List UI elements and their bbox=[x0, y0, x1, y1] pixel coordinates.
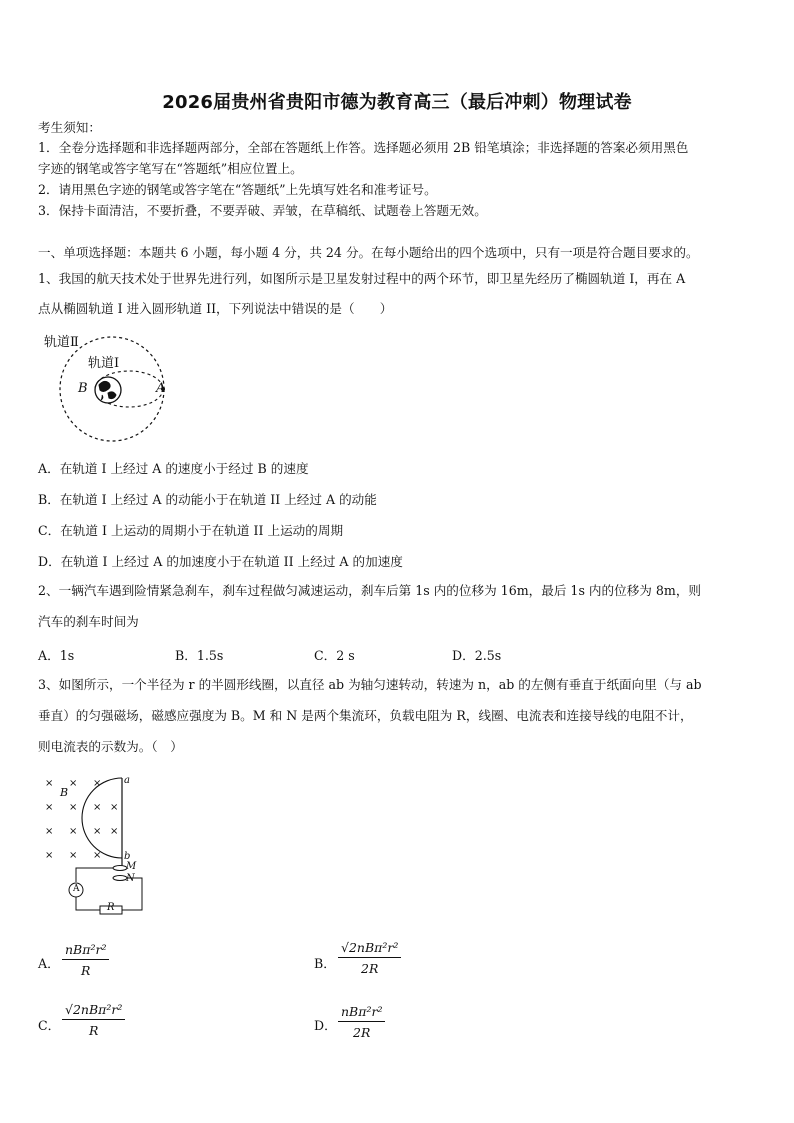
option-b-fraction bbox=[338, 940, 401, 976]
ring-n bbox=[113, 876, 127, 881]
svg-text:×: × bbox=[93, 826, 102, 837]
orbit1-label: 轨道Ⅰ bbox=[88, 356, 120, 371]
wire bbox=[76, 868, 113, 882]
question-text: 垂直）的匀强磁场，磁感应强度为 B。M 和 N 是两个集流环，负载电阻为 R，线圈、电流表和连接导线的电阻不计， bbox=[38, 708, 693, 723]
svg-text:×: × bbox=[69, 778, 78, 789]
numerator: √2nBπ²r² bbox=[338, 940, 401, 958]
option-b[interactable]: B．1.5s bbox=[175, 648, 224, 663]
numerator: √2nBπ²r² bbox=[62, 1002, 125, 1020]
option-a[interactable]: A． bbox=[38, 956, 60, 971]
option-c[interactable]: C． bbox=[38, 1018, 61, 1033]
option-b[interactable]: B．在轨道 I 上经过 A 的动能小于在轨道 II 上经过 A 的动能 bbox=[38, 492, 377, 507]
point-a-label: A bbox=[156, 381, 166, 396]
ring-m-label: M bbox=[126, 861, 137, 872]
question-text: 3、如图所示，一个半径为 r 的半圆形线圈，以直径 ab 为轴匀速转动，转速为 n，ab 的左侧有垂直于纸面向里（与 ab bbox=[38, 677, 702, 692]
field-b-label: B bbox=[60, 786, 69, 799]
denominator: 2R bbox=[361, 961, 379, 976]
ring-n-label: N bbox=[126, 873, 135, 884]
option-a-fraction bbox=[62, 942, 109, 978]
denominator: 2R bbox=[353, 1025, 371, 1040]
wire bbox=[76, 897, 100, 910]
page-title: 2026届贵州省贵阳市德为教育高三（最后冲刺）物理试卷 bbox=[162, 92, 632, 113]
notice-line: 3．保持卡面清洁，不要折叠，不要弄破、弄皱，在草稿纸、试题卷上答题无效。 bbox=[38, 203, 487, 218]
option-a[interactable]: A．1s bbox=[38, 648, 75, 663]
denominator: R bbox=[81, 963, 91, 978]
svg-text:×: × bbox=[45, 802, 54, 813]
svg-text:×: × bbox=[45, 826, 54, 837]
question-text: 1、我国的航天技术处于世界先进行列，如图所示是卫星发射过程中的两个环节，即卫星先经历了椭圆轨道 I，再在 A bbox=[38, 271, 686, 286]
svg-text:×: × bbox=[110, 826, 119, 837]
numerator: nBπ²r² bbox=[62, 942, 109, 960]
question-text: 点从椭圆轨道 I 进入圆形轨道 II，下列说法中错误的是（ ） bbox=[38, 301, 393, 316]
option-b[interactable]: B． bbox=[314, 956, 336, 971]
notice-line: 2．请用黑色字迹的钢笔或答字笔在“答题纸”上先填写姓名和准考证号。 bbox=[38, 182, 437, 197]
notice-line: 1．全卷分选择题和非选择题两部分，全部在答题纸上作答。选择题必须用 2B 铅笔填涂；非选择题的答案必须用黑色 bbox=[38, 140, 689, 155]
svg-text:×: × bbox=[69, 826, 78, 837]
svg-text:×: × bbox=[93, 778, 102, 789]
svg-text:×: × bbox=[110, 802, 119, 813]
resistor-label: R bbox=[107, 902, 115, 913]
ring-m bbox=[113, 866, 127, 871]
section-heading: 一、单项选择题：本题共 6 小题，每小题 4 分，共 24 分。在每小题给出的四个选项中，只有一项是符合题目要求的。 bbox=[38, 245, 699, 260]
svg-text:×: × bbox=[69, 850, 78, 861]
option-d-fraction bbox=[338, 1004, 385, 1040]
svg-text:×: × bbox=[93, 850, 102, 861]
svg-text:×: × bbox=[45, 850, 54, 861]
denominator: R bbox=[88, 1023, 99, 1038]
option-d[interactable]: D．2.5s bbox=[452, 648, 502, 663]
option-c[interactable]: C．2 s bbox=[314, 648, 355, 663]
question-text: 2、一辆汽车遇到险情紧急刹车，刹车过程做匀减速运动，刹车后第 1s 内的位移为 16m，最后 1s 内的位移为 8m，则 bbox=[38, 583, 702, 598]
option-d[interactable]: D．在轨道 I 上经过 A 的加速度小于在轨道 II 上经过 A 的加速度 bbox=[38, 554, 403, 569]
semicircle-coil bbox=[82, 778, 122, 858]
point-a-label: a bbox=[124, 775, 130, 786]
option-c[interactable]: C．在轨道 I 上运动的周期小于在轨道 II 上运动的周期 bbox=[38, 523, 344, 538]
question-text: 则电流表的示数为。（ ） bbox=[38, 739, 183, 754]
numerator: nBπ²r² bbox=[338, 1004, 385, 1022]
option-a[interactable]: A．在轨道 I 上经过 A 的速度小于经过 B 的速度 bbox=[38, 461, 309, 476]
svg-text:×: × bbox=[45, 778, 54, 789]
notice-heading: 考生须知： bbox=[38, 120, 101, 135]
notice-line: 字迹的钢笔或答字笔写在“答题纸”相应位置上。 bbox=[38, 161, 303, 176]
orbit2-label: 轨道Ⅱ bbox=[44, 335, 79, 350]
point-b-label: b bbox=[124, 851, 131, 862]
question-text: 汽车的刹车时间为 bbox=[38, 614, 139, 629]
ammeter-label: A bbox=[73, 884, 80, 894]
coil-circuit-diagram bbox=[40, 772, 155, 922]
earth-icon bbox=[95, 377, 121, 403]
option-c-fraction bbox=[62, 1002, 125, 1038]
option-d[interactable]: D． bbox=[314, 1018, 337, 1033]
svg-text:×: × bbox=[69, 802, 78, 813]
point-b-label: B bbox=[78, 381, 88, 396]
svg-text:×: × bbox=[93, 802, 102, 813]
